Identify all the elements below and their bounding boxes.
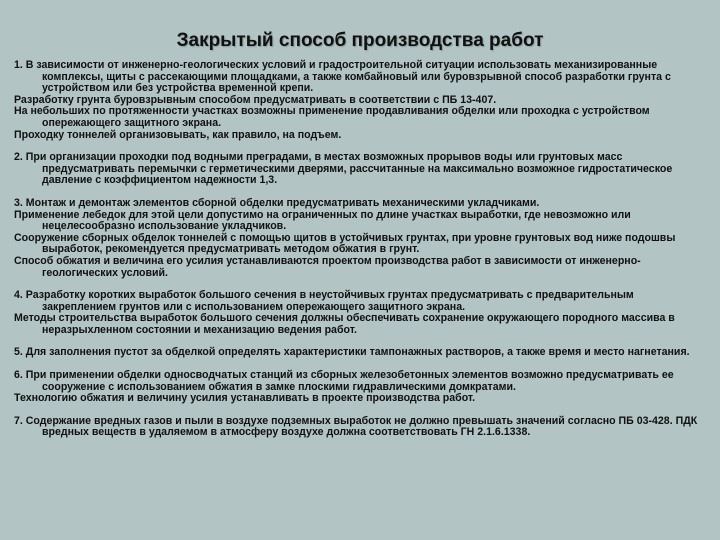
section-3	[14, 198, 709, 279]
section-7	[14, 416, 709, 439]
paragraph: На небольших по протяженности участках возможны применение продавливания обделки или проходка с устройством опережающего защитного экрана.	[14, 105, 650, 129]
paragraph: Технологию обжатия и величину усилия устанавливать в проекте производства работ.	[14, 392, 476, 405]
section-2	[14, 152, 709, 187]
paragraph: 2. При организации проходки под водными преградами, в местах возможных прорывов воды или грунтовых масс предусматривать перемычки с герметическими дверями, рассчитанные на максимально возможное гидростатическое давление с коэффициентом надежности 1,3.	[14, 151, 673, 187]
section-1	[14, 60, 709, 141]
paragraph: 4. Разработку коротких выработок большого сечения в неустойчивых грунтах предусматривать с предварительным закреплением грунтов или с использованием опережающего защитного экрана.	[14, 289, 634, 313]
section-5	[14, 347, 709, 359]
section-4	[14, 290, 709, 336]
paragraph: 3. Монтаж и демонтаж элементов сборной обделки предусматривать механическими укладчиками.	[14, 196, 540, 209]
slide-title: Закрытый способ производства работ	[176, 30, 544, 51]
paragraph: 6. При применении обделки односводчатых станций из сборных железобетонных элементов возможно предусматривать ее сооружение с использованием обжатия в замке плоскими гидравлическими домкратами.	[14, 369, 674, 393]
paragraph: 5. Для заполнения пустот за обделкой определять характеристики тампонажных растворов, а также время и место нагнетания.	[14, 346, 690, 359]
paragraph: Сооружение сборных обделок тоннелей с помощью щитов в устойчивых грунтах, при уровне грунтовых вод ниже подошвы выработок, рекомендуется предусматривать методом обжатия в грунт.	[14, 231, 676, 256]
paragraph: Способ обжатия и величина его усилия устанавливаются проектом производства работ в зависимости от инженерно-геологических условий.	[14, 254, 641, 279]
paragraph: Методы строительства выработок большого сечения должны обеспечивать сохранение окружающего породного массива в неразрыхленном состоянии и механизацию ведения работ.	[14, 312, 675, 336]
paragraph: Проходку тоннелей организовывать, как правило, на подъем.	[14, 128, 342, 141]
paragraph: Применение лебедок для этой цели допустимо на ограниченных по длине участках выработки, где невозможно или нецелесообразно использование укладчиков.	[14, 208, 631, 233]
paragraph: Разработку грунта буровзрывным способом предусматривать в соответствии с ПБ 13-407.	[14, 93, 497, 106]
paragraph: 7. Содержание вредных газов и пыли в воздухе подземных выработок не должно превышать значений согласно ПБ 03-428. ПДК вредных веществ в удаляемом в атмосферу воздухе должна соответствовать ГН 2.1.6.1338.	[14, 414, 698, 439]
slide-content	[14, 60, 709, 439]
section-6	[14, 370, 709, 405]
paragraph: 1. В зависимости от инженерно-геологических условий и градостроительной ситуации использовать механизированные комплексы, щиты с рассекающими площадками, а также комбайновый или буровзрывной способ разработки грунта с устройством или без устройства временной крепи.	[14, 59, 671, 95]
